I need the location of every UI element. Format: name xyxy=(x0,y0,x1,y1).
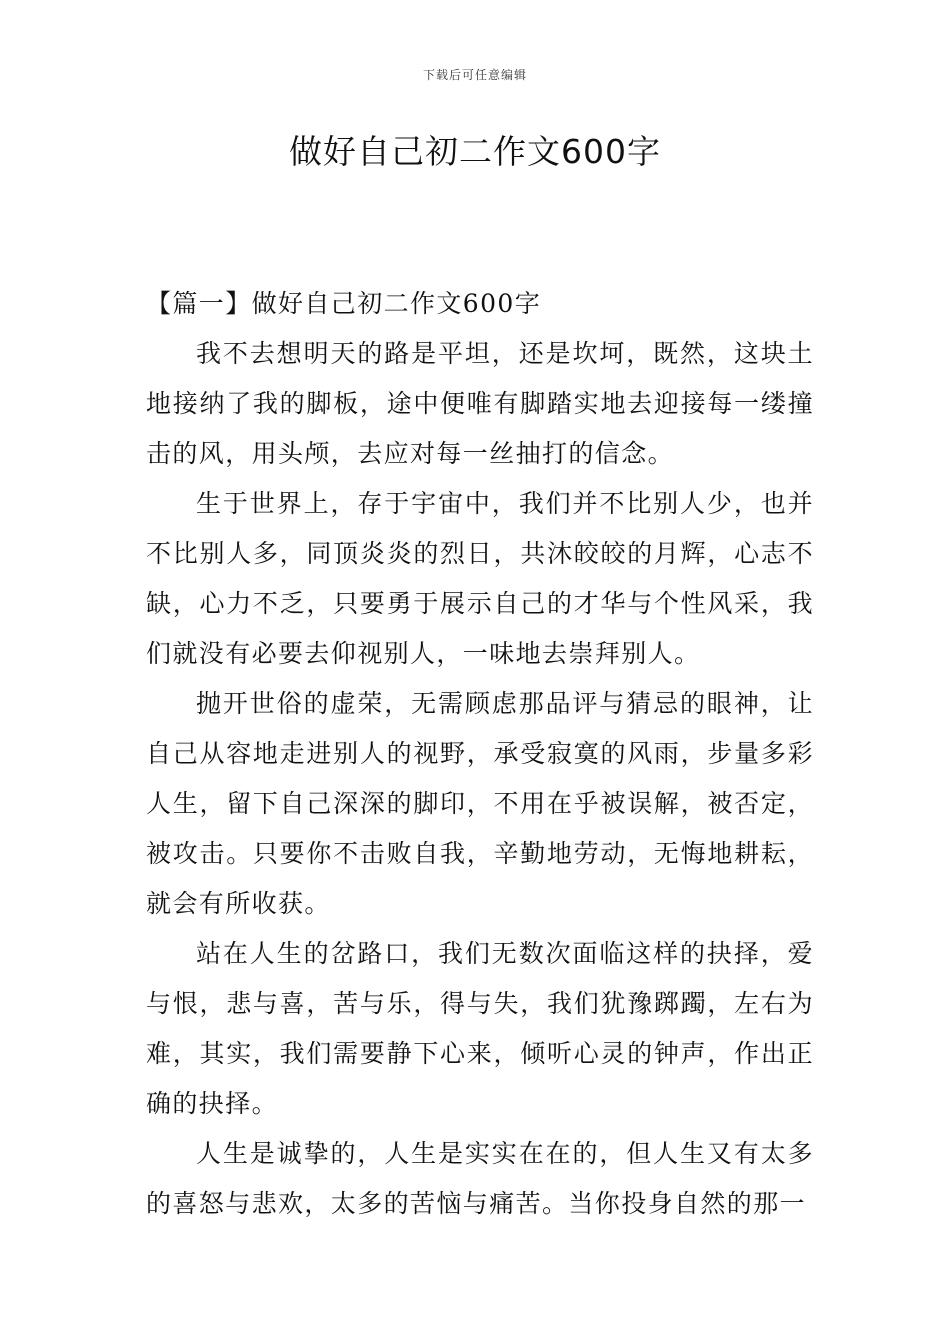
header-note: 下载后可任意编辑 xyxy=(422,68,527,82)
paragraph: 站在人生的岔路口，我们无数次面临这样的抉择，爱与恨，悲与喜，苦与乐，得与失，我们犹豫踯躅，左右为难，其实，我们需要静下心来，倾听心灵的钟声，作出正确的抉择。 xyxy=(146,939,814,1118)
paragraph: 生于世界上，存于宇宙中，我们并不比别人少，也并不比别人多，同顶炎炎的烈日，共沐皎皎的月辉，心志不缺，心力不乏，只要勇于展示自己的才华与个性风采，我们就没有必要去仰视别人，一味地去崇拜别人。 xyxy=(146,489,814,668)
paragraph: 我不去想明天的路是平坦，还是坎坷，既然，这块土地接纳了我的脚板，途中便唯有脚踏实地去迎接每一缕撞击的风，用头颅，去应对每一丝抽打的信念。 xyxy=(146,339,814,468)
section-heading: 【篇一】做好自己初二作文600字 xyxy=(146,289,542,318)
paragraph: 人生是诚挚的，人生是实实在在的，但人生又有太多的喜怒与悲欢，太多的苦恼与痛苦。当你投身自然的那一 xyxy=(146,1139,814,1218)
document-title: 做好自己初二作文600字 xyxy=(289,132,661,171)
paragraph: 抛开世俗的虚荣，无需顾虑那品评与猜忌的眼神，让自己从容地走进别人的视野，承受寂寞的风雨，步量多彩人生，留下自己深深的脚印，不用在乎被误解，被否定，被攻击。只要你不击败自我，辛勤地劳动，无悔地耕耘，就会有所收获。 xyxy=(146,689,814,918)
article-body xyxy=(146,279,814,1229)
